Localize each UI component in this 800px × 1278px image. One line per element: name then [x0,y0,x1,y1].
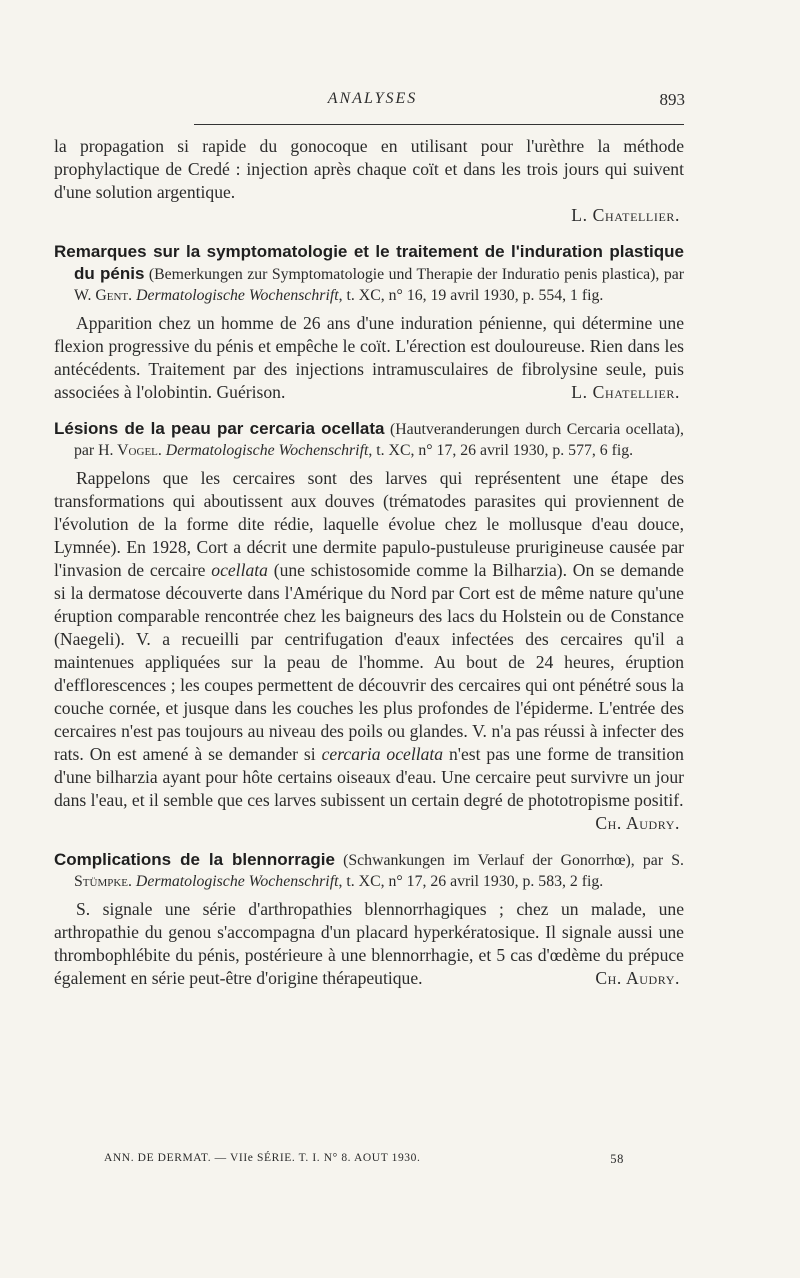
entry-signature: Ch. Audry. [595,813,680,833]
entry-body-text: Rappelons que les cercaires sont des larves qui représentent une étape des transformations qui aboutissent aux douves (trématodes parasites qui proviennent de l'évolution de la forme dite rédie, laquelle évolue chez le mollusque d'eau douce, Lymnée). En 1928, Cort a décrit une dermite papulo-pustuleuse prurigineuse causée par l'invasion de cercaire [54,468,684,580]
entry-body [54,898,684,990]
page-body [54,135,684,990]
entry-citation: , t. XC, n° 17, 26 avril 1930, p. 583, 2 fig. [338,873,604,890]
entry-heading [54,241,684,306]
entry-journal: Dermatologische Wochenschrift [165,442,369,459]
entry-body-italic: cercaria ocellata [321,744,444,764]
entry-body [54,467,684,812]
entry-body-text: (une schistosomide comme la Bilharzia). On se demande si la dermatose découverte dans l'Amérique du Nord par Cort est de même nature qu'une éruption comparable rencontrée chez les baigneurs des lacs du Holstein ou de Constance (Naegeli). V. a recueilli par centrifugation d'eaux infectées des cercaires qu'il a maintenues appliquées sur la peau de l'homme. Au bout de 24 heures, éruption d'efflorescences ; les coupes permettent de découvrir des cercaires qui ont pénétré sous la couche cornée, et jusque dans les couches les plus profondes de l'épiderme. L'entrée des cercaires n'est pas toujours au niveau des poils ou glandes. V. n'a pas réussi à infecter des rats. On est amené à se demander si [54,560,684,764]
entry-signature: Ch. Audry. [595,968,680,988]
header-rule [194,124,684,125]
section-title: ANALYSES [327,90,418,107]
entry-body-text: n'est pas une forme de transition d'une bilharzia ayant pour hôte certains oiseaux d'eau. Une cercaire peut survivre un jour dans l'eau, et il semble que ces larves subissent un certain degré de phototropisme positif. [54,744,684,810]
entry-citation: , t. XC, n° 16, 19 avril 1930, p. 554, 1 fig. [338,287,604,304]
entry-original-title: (Hautveranderungen durch Cercaria ocellata), par [74,421,685,459]
entry-heading [54,418,684,461]
entry-author: W. Gent. [74,287,133,304]
entry-title: Remarques sur la symptomatologie et le traitement de l'induration plastique du pénis [54,242,684,283]
entry-citation: , t. XC, n° 17, 26 avril 1930, p. 577, 6 fig. [368,442,634,459]
running-head [60,90,685,110]
entry-author: S. Stümpke. [74,852,685,890]
signature-mark: 58 [610,1152,624,1166]
entry-journal: Dermatologische Wochenschrift [136,287,339,304]
entry-title: Lésions de la peau par cercaria ocellata [54,419,385,438]
entry-heading [54,849,684,892]
entry-journal: Dermatologische Wochenschrift [135,873,339,890]
page-number: 893 [659,90,685,109]
footer-imprint: ANN. DE DERMAT. — VIIe SÉRIE. T. I. N° 8. AOUT 1930. [104,1152,421,1164]
entry-body-text: S. signale une série d'arthropathies blennorrhagiques ; chez un malade, une arthropathie du genou s'accompagna d'un placard hyperkératosique. Il signale aussi une thrombophlébite du pénis, postérieure à une blennorrhagie, et 5 cas d'œdème du prépuce également en série peut-être d'origine thérapeutique. [54,899,684,988]
entry-body [54,312,684,404]
entry-author: H. Vogel. [98,442,162,459]
intro-paragraph: la propagation si rapide du gonocoque en utilisant pour l'urèthre la méthode prophylactique de Credé : injection après chaque coït et dans les trois jours qui suivent d'une solution argentique. [54,136,684,202]
entry-signature: L. Chatellier. [571,382,680,402]
entry-body-italic: ocellata [211,560,268,580]
entry-title: Complications de la blennorragie [54,850,335,869]
entry-original-title: (Schwankungen im Verlauf der Gonorrhœ), par [343,852,664,869]
entry-body-text: Apparition chez un homme de 26 ans d'une induration pénienne, qui détermine une flexion progressive du pénis et empêche le coït. L'érection est douloureuse. Rien dans les antécédents. Traitement par des injections intramusculaires de fibrolysine seule, puis associées à l'olobintin. Guérison. [54,313,684,402]
intro-signature: L. Chatellier. [571,205,680,225]
entry-original-title: (Bemerkungen zur Symptomatologie und Therapie der Induratio penis plastica), par [148,266,684,283]
page-footer [104,1152,624,1164]
